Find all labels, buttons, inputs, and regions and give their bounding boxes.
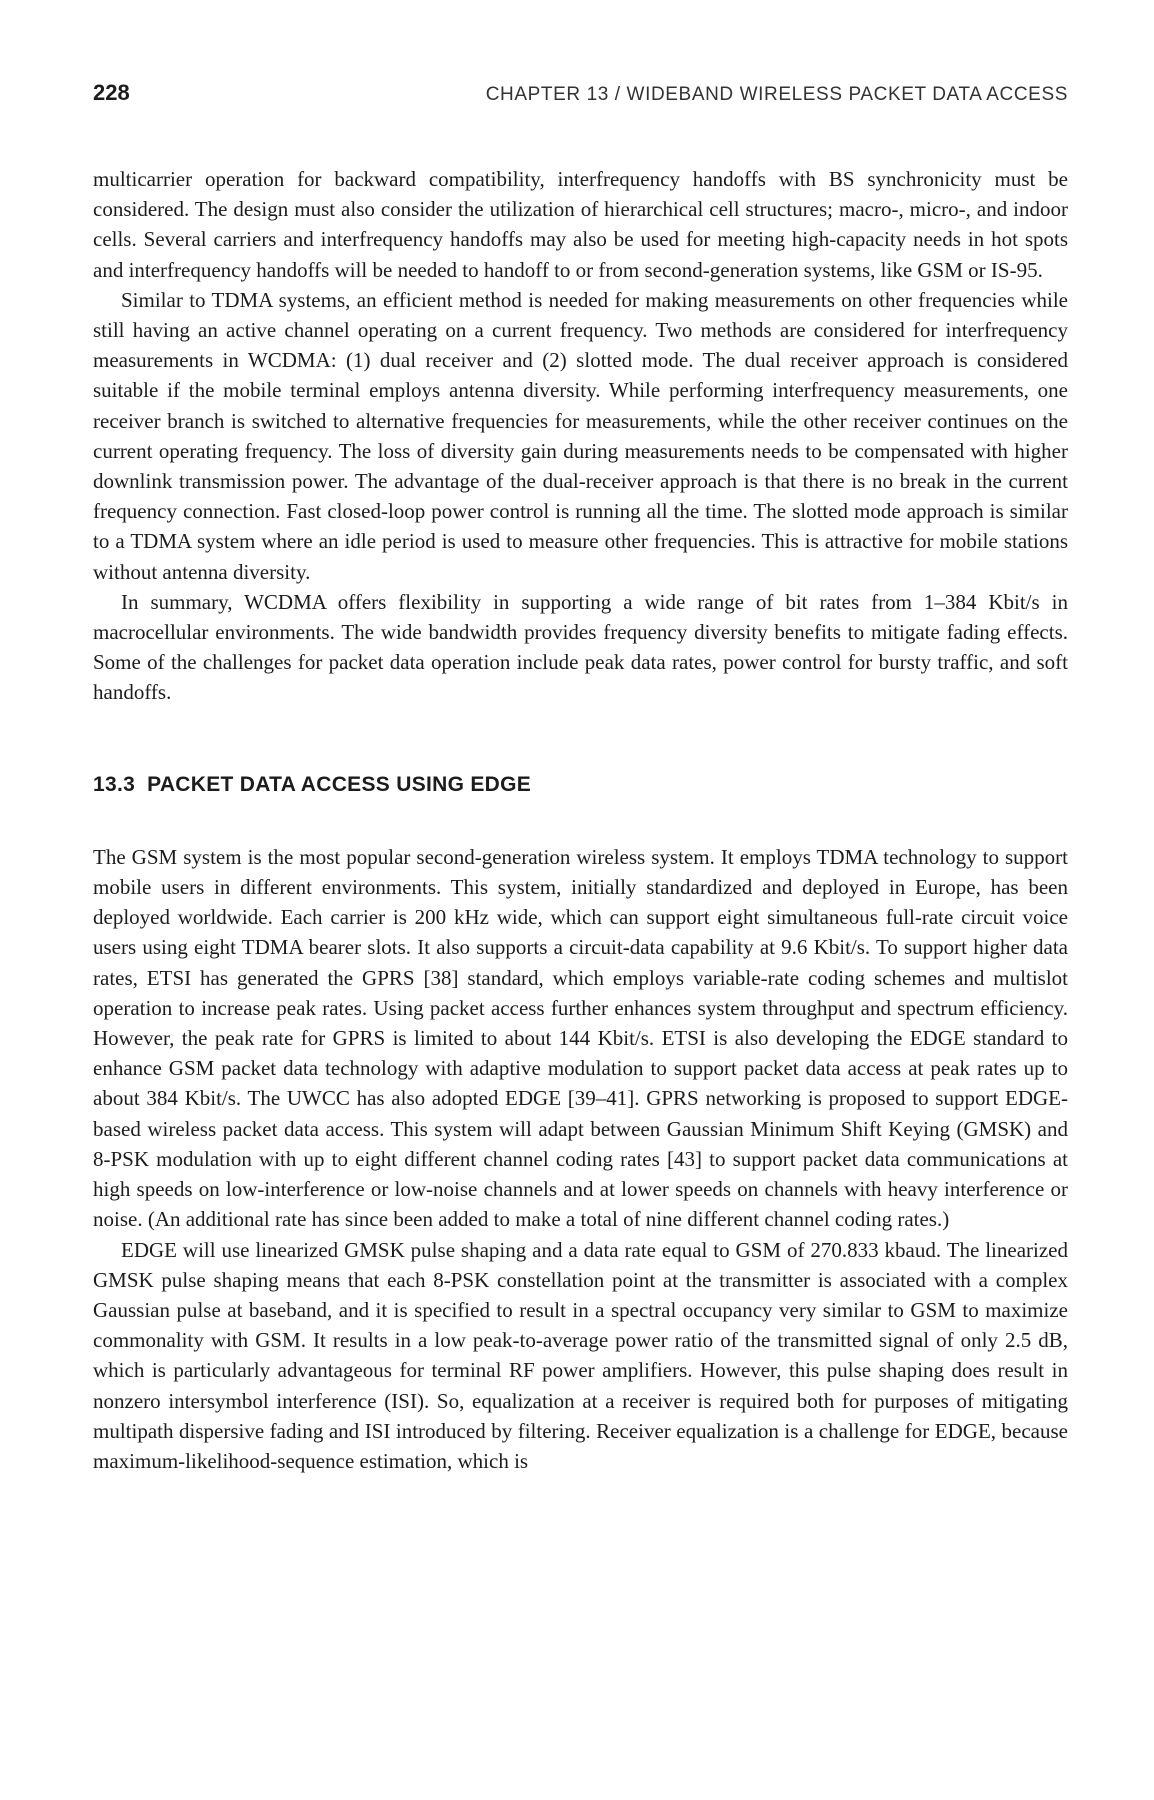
body-text bbox=[93, 164, 1068, 1476]
paragraph-wcdma-summary: In summary, WCDMA offers flexibility in supporting a wide range of bit rates from 1–384 Kbit/s in macrocellular environments. The wide bandwidth provides frequency diversity benefits to mitigate fading effects. Some of the challenges for packet data operation include peak data rates, power control for bursty traffic, and soft handoffs. bbox=[93, 589, 1068, 705]
paragraph-gsm-system: The GSM system is the most popular second-generation wireless system. It employs TDMA technology to support mobile users in different environments. This system, initially standardized and deployed in Europe, has been deployed worldwide. Each carrier is 200 kHz wide, which can support eight simultaneous full-rate circuit voice users using eight TDMA bearer slots. It also supports a circuit-data capability at 9.6 Kbit/s. To support higher data rates, ETSI has generated the GPRS [38] standard, which employs variable-rate coding schemes and multislot operation to increase peak rates. Using packet access further enhances system throughput and spectrum efficiency. However, the peak rate for GPRS is limited to about 144 Kbit/s. ETSI is also developing the EDGE standard to enhance GSM packet data technology with adaptive modulation to support packet data access at peak rates up to about 384 Kbit/s. The UWCC has also adopted EDGE [39–41]. GPRS networking is proposed to support EDGE-based wireless packet data access. This system will adapt between Gaussian Minimum Shift Keying (GMSK) and 8-PSK modulation with up to eight different channel coding rates [43] to support packet data communications at high speeds on low-interference or low-noise channels and at lower speeds on channels with heavy interference or noise. (An additional rate has since been added to make a total of nine different channel coding rates.) bbox=[93, 844, 1068, 1232]
book-page bbox=[93, 80, 1068, 1476]
running-head bbox=[93, 80, 1068, 120]
page-number: 228 bbox=[93, 80, 130, 105]
section-title: PACKET DATA ACCESS USING EDGE bbox=[147, 772, 532, 796]
section-heading bbox=[93, 770, 1068, 800]
paragraph-edge-gmsk: EDGE will use linearized GMSK pulse shaping and a data rate equal to GSM of 270.833 kbaud. The linearized GMSK pulse shaping means that each 8-PSK constellation point at the transmitter is associated with a complex Gaussian pulse at baseband, and it is specified to result in a spectral occupancy very similar to GSM to maximize commonality with GSM. It results in a low peak-to-average power ratio of the transmitted signal of only 2.5 dB, which is particularly advantageous for terminal RF power amplifiers. However, this pulse shaping does result in nonzero intersymbol interference (ISI). So, equalization at a receiver is required both for purposes of mitigating multipath dispersive fading and ISI introduced by filtering. Receiver equalization is a challenge for EDGE, because maximum-likelihood-sequence estimation, which is bbox=[93, 1237, 1068, 1473]
paragraph-continued: multicarrier operation for backward compatibility, interfrequency handoffs with BS synchronicity must be considered. The design must also consider the utilization of hierarchical cell structures; macro-, micro-, and indoor cells. Several carriers and interfrequency handoffs may also be used for meeting high-capacity needs in hot spots and interfrequency handoffs will be needed to handoff to or from second-generation systems, like GSM or IS-95. bbox=[93, 167, 1068, 282]
section-number: 13.3 bbox=[93, 772, 136, 796]
chapter-title: CHAPTER 13 / WIDEBAND WIRELESS PACKET DATA ACCESS bbox=[485, 84, 1068, 105]
paragraph-interfrequency-measurements: Similar to TDMA systems, an efficient method is needed for making measurements on other frequencies while still having an active channel operating on a current frequency. Two methods are considered for interfrequency measurements in WCDMA: (1) dual receiver and (2) slotted mode. The dual receiver approach is considered suitable if the mobile terminal employs antenna diversity. While performing interfrequency measurements, one receiver branch is switched to alternative frequencies for measurements, while the other receiver continues on the current operating frequency. The loss of diversity gain during measurements needs to be compensated with higher downlink transmission power. The advantage of the dual-receiver approach is that there is no break in the current frequency connection. Fast closed-loop power control is running all the time. The slotted mode approach is similar to a TDMA system where an idle period is used to measure other frequencies. This is attractive for mobile stations without antenna diversity. bbox=[93, 287, 1068, 584]
